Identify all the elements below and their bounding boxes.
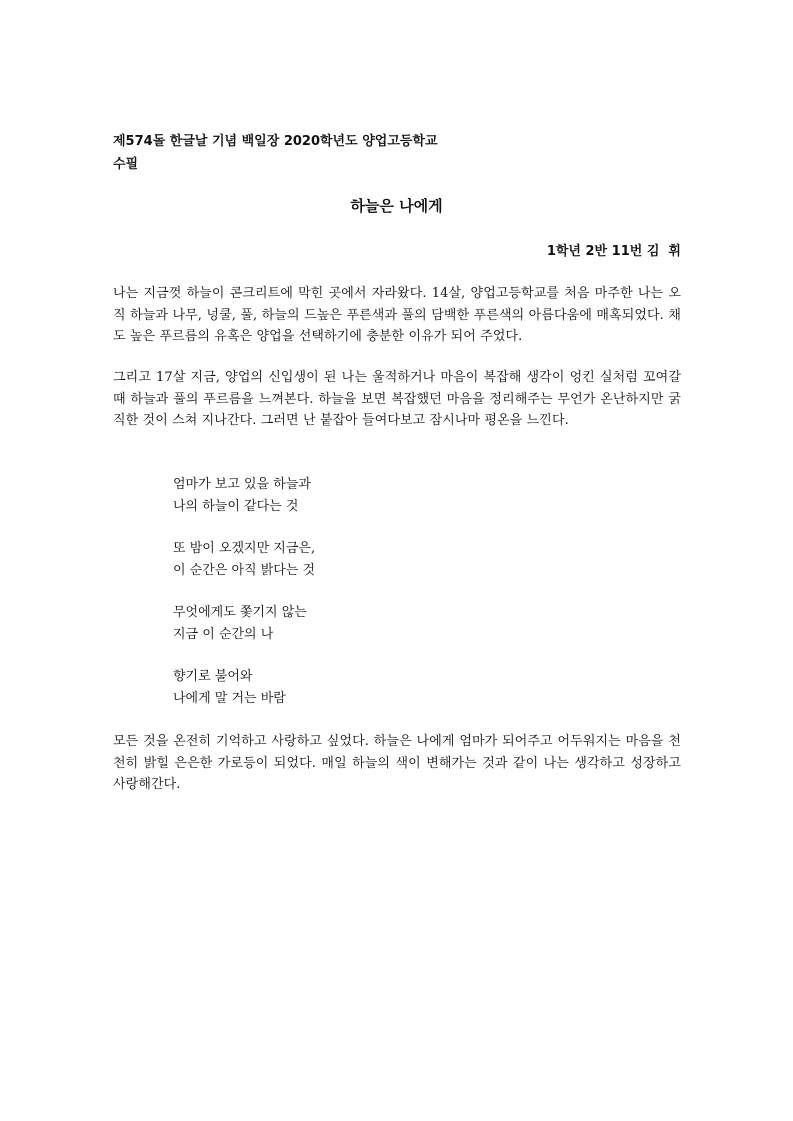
author-line: 1학년 2반 11번 김 휘: [546, 244, 681, 259]
poem-line: 지금 이 순간의 나: [173, 626, 274, 642]
poem-line: 나의 하늘이 같다는 것: [173, 498, 299, 514]
event-header: 제574돌 한글날 기념 백일장 2020학년도 양업고등학교: [113, 134, 438, 149]
genre-label: 수필: [113, 157, 139, 172]
essay-paragraph-1: 나는 지금껏 하늘이 콘크리트에 막힌 곳에서 자라왔다. 14살, 양업고등학교를 처음 마주한 나는 오직 하늘과 나무, 넝쿨, 풀, 하늘의 드높은 푸른색과 풀의 담백한 푸른색의 아름다움에 매혹되었다. 채도 높은 푸르름의 유혹은 양업을 선택하기에 충분한 이유가 되어 주었다.: [113, 286, 681, 344]
poem-stanza-4: [173, 666, 286, 709]
poem-line: 또 밤이 오겠지만 지금은,: [173, 541, 316, 556]
poem-line: 이 순간은 아직 밝다는 것: [173, 562, 316, 578]
essay-paragraph-3: 모든 것을 온전히 기억하고 사랑하고 싶었다. 하늘은 나에게 엄마가 되어주고 어두워지는 마음을 천천히 밝힐 은은한 가로등이 되었다. 매일 하늘의 색이 변해가는 것과 같이 나는 생각하고 성장하고 사랑해간다.: [113, 734, 681, 792]
poem-line: 나에게 말 거는 바람: [173, 690, 286, 706]
poem-line: 엄마가 보고 있을 하늘과: [173, 477, 311, 492]
poem-line: 향기로 불어와: [173, 669, 253, 684]
poem-stanza-2: [173, 538, 315, 581]
poem-line: 무엇에게도 쫓기지 않는: [173, 605, 307, 620]
poem-stanza-3: [173, 602, 307, 645]
poem-stanza-1: [173, 474, 311, 517]
essay-paragraph-2: 그리고 17살 지금, 양업의 신입생이 된 나는 울적하거나 마음이 복잡해 생각이 엉킨 실처럼 꼬여갈 때 하늘과 풀의 푸르름을 느껴본다. 하늘을 보면 복잡했던 마음을 정리해주는 무언가 온난하지만 굵직한 것이 스쳐 지나간다. 그러면 난 붙잡아 들여다보고 잠시나마 평온을 느낀다.: [113, 370, 681, 428]
essay-title: 하늘은 나에게: [350, 197, 443, 215]
